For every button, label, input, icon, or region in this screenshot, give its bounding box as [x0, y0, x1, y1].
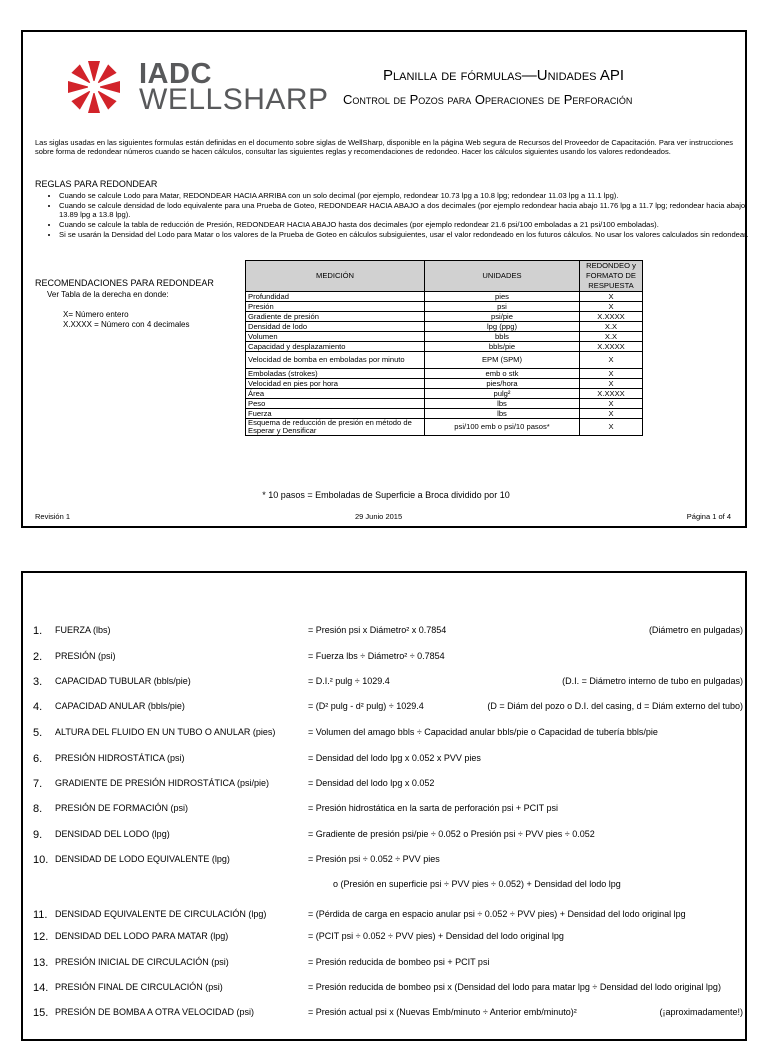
formula-equation: = (Pérdida de carga en espacio anular psi ÷ 0.052 ÷ PVV pies) + Densidad del lodo original lpg [308, 909, 686, 919]
cell-unidades: bbls [425, 332, 580, 342]
cell-medicion: Volumen [246, 332, 425, 342]
recs-line-integer: X= Número entero [63, 310, 129, 319]
rules-heading: REGLAS PARA REDONDEAR [35, 179, 158, 189]
table-row [246, 302, 643, 312]
cell-redondeo: X.X [580, 322, 643, 332]
cell-redondeo: X [580, 352, 643, 369]
formula-note: (D = Diám del pozo o D.I. del casing, d = Diám externo del tubo) [487, 701, 743, 711]
col-header-redondeo: REDONDEO y FORMATO DE RESPUESTA [580, 261, 643, 292]
formula-name: PRESIÓN HIDROSTÁTICA (psi) [55, 753, 185, 763]
formula-row [33, 829, 743, 843]
cell-redondeo: X [580, 409, 643, 419]
formula-number: 14. [33, 982, 49, 994]
formula-equation: = Gradiente de presión psi/pie ÷ 0.052 o Presión psi ÷ PVV pies ÷ 0.052 [308, 829, 595, 839]
formula-name: DENSIDAD DEL LODO PARA MATAR (lpg) [55, 931, 229, 941]
formula-row [33, 625, 743, 639]
formula-equation: o (Presión en superficie psi ÷ PVV pies ÷ 0.052) + Densidad del lodo lpg [333, 879, 621, 889]
col-header-medicion: MEDICIÓN [246, 261, 425, 292]
formula-row [33, 651, 743, 665]
cell-unidades: pies/hora [425, 379, 580, 389]
formula-row [33, 778, 743, 792]
rule-item: • Cuando se calcule la tabla de reducción de Presión, REDONDEAR HACIA ABAJO hasta dos decimales (por ejemplo redondear 21.6 psi/100 emboladas a 21 psi/100 emboladas). [59, 221, 759, 230]
formula-row [33, 676, 743, 690]
cell-unidades: bbls/pie [425, 342, 580, 352]
cell-medicion: Emboladas (strokes) [246, 369, 425, 379]
formula-number: 9. [33, 829, 43, 841]
formula-number: 15. [33, 1007, 49, 1019]
formula-equation: = (D² pulg - d² pulg) ÷ 1029.4 [308, 701, 424, 711]
formula-row [33, 727, 743, 741]
formula-name: PRESIÓN (psi) [55, 651, 116, 661]
footnote: * 10 pasos = Emboladas de Superficie a Broca dividido por 10 [262, 490, 510, 500]
logo-mark-icon [59, 56, 129, 118]
cell-redondeo: X [580, 419, 643, 436]
table-row [246, 352, 643, 369]
logo-text-wellsharp: WELLSHARP [139, 83, 329, 116]
cell-unidades: EPM (SPM) [425, 352, 580, 369]
formula-equation: = Presión actual psi x (Nuevas Emb/minuto ÷ Anterior emb/minuto)² [308, 1007, 577, 1017]
formula-equation: = Presión reducida de bombeo psi x (Densidad del lodo para matar lpg ÷ Densidad del lodo original lpg) [308, 982, 721, 992]
formula-equation: = Presión hidrostática en la sarta de perforación psi + PCIT psi [308, 803, 558, 813]
cell-medicion: Densidad de lodo [246, 322, 425, 332]
recs-sub: Ver Tabla de la derecha en donde: [47, 290, 169, 299]
formula-equation: = (PCIT psi ÷ 0.052 ÷ PVV pies) + Densidad del lodo original lpg [308, 931, 564, 941]
page-2 [21, 571, 747, 1041]
formula-row [33, 982, 743, 996]
rule-item: • Si se usarán la Densidad del Lodo para Matar o los valores de la Prueba de Goteo en cálculos subsiguientes, usar el valor redondeado en los futuros cálculos. No usar los valores calculados sin redondear. [59, 231, 759, 240]
cell-medicion: Área [246, 389, 425, 399]
formula-note: (¡aproximadamente!) [659, 1007, 743, 1017]
col-header-unidades: UNIDADES [425, 261, 580, 292]
formula-number: 2. [33, 651, 43, 663]
cell-redondeo: X [580, 302, 643, 312]
cell-unidades: lbs [425, 399, 580, 409]
table-row [246, 312, 643, 322]
formula-name: GRADIENTE DE PRESIÓN HIDROSTÁTICA (psi/pie) [55, 778, 270, 788]
cell-medicion: Esquema de reducción de presión en método de Esperar y Densificar [246, 419, 425, 436]
formula-name: PRESIÓN DE FORMACIÓN (psi) [55, 803, 189, 813]
formula-number: 5. [33, 727, 43, 739]
page-1 [21, 30, 747, 528]
formula-name: DENSIDAD DE LODO EQUIVALENTE (lpg) [55, 854, 230, 864]
formula-note: (D.I. = Diámetro interno de tubo en pulgadas) [562, 676, 743, 686]
formula-row [33, 909, 743, 923]
formula-number: 7. [33, 778, 43, 790]
recs-heading: RECOMENDACIONES PARA REDONDEAR [35, 278, 214, 288]
cell-medicion: Presión [246, 302, 425, 312]
table-row [246, 332, 643, 342]
formula-name: DENSIDAD EQUIVALENTE DE CIRCULACIÓN (lpg) [55, 909, 267, 919]
cell-medicion: Velocidad en pies por hora [246, 379, 425, 389]
formula-row [33, 753, 743, 767]
table-row [246, 292, 643, 302]
rule-item: • Cuando se calcule Lodo para Matar, REDONDEAR HACIA ARRIBA con un solo decimal (por ejemplo, redondear 10.73 lpg a 10.8 lpg; redondear 11.03 lpg a 11.1 lpg). [59, 192, 759, 201]
formula-name: PRESIÓN DE BOMBA A OTRA VELOCIDAD (psi) [55, 1007, 255, 1017]
recs-line-decimals: X.XXXX = Número con 4 decimales [63, 320, 190, 329]
table-row [246, 379, 643, 389]
cell-redondeo: X [580, 292, 643, 302]
cell-redondeo: X [580, 369, 643, 379]
formula-equation: = Presión reducida de bombeo psi + PCIT psi [308, 957, 490, 967]
formula-equation: = Volumen del amago bbls ÷ Capacidad anular bbls/pie o Capacidad de tubería bbls/pie [308, 727, 658, 737]
footer-page: Página 1 of 4 [686, 512, 731, 521]
formula-row [33, 957, 743, 971]
formula-number: 10. [33, 854, 49, 866]
formula-name: PRESIÓN INICIAL DE CIRCULACIÓN (psi) [55, 957, 229, 967]
cell-unidades: psi/pie [425, 312, 580, 322]
table-row [246, 342, 643, 352]
cell-redondeo: X.X [580, 332, 643, 342]
cell-unidades: lpg (ppg) [425, 322, 580, 332]
table-row [246, 322, 643, 332]
formula-row [33, 931, 743, 945]
formula-row [33, 879, 743, 893]
formula-number: 6. [33, 753, 43, 765]
formula-row [33, 1007, 743, 1021]
cell-redondeo: X.XXXX [580, 342, 643, 352]
cell-medicion: Fuerza [246, 409, 425, 419]
formula-name: CAPACIDAD TUBULAR (bbls/pie) [55, 676, 191, 686]
formula-number: 3. [33, 676, 43, 688]
rules-list [35, 192, 759, 241]
formula-equation: = Densidad del lodo lpg x 0.052 [308, 778, 435, 788]
cell-redondeo: X [580, 399, 643, 409]
table-row [246, 399, 643, 409]
cell-unidades: psi [425, 302, 580, 312]
rule-item: • Cuando se calcule densidad de lodo equivalente para una Prueba de Goteo, REDONDEAR HACIA ABAJO a dos decimales (por ejemplo redondear hacia abajo 11.76 lpg a 11.7 lpg; redondear hacia abajo 13.89 lpg a 13.8 lpg). [59, 202, 759, 220]
table-row [246, 369, 643, 379]
cell-medicion: Capacidad y desplazamiento [246, 342, 425, 352]
cell-unidades: pies [425, 292, 580, 302]
cell-redondeo: X.XXXX [580, 389, 643, 399]
formula-equation: = Densidad del lodo lpg x 0.052 x PVV pies [308, 753, 481, 763]
formula-equation: = Fuerza lbs ÷ Diámetro² ÷ 0.7854 [308, 651, 445, 661]
footer-date: 29 Junio 2015 [355, 512, 403, 521]
cell-medicion: Peso [246, 399, 425, 409]
cell-medicion: Gradiente de presión [246, 312, 425, 322]
formula-name: PRESIÓN FINAL DE CIRCULACIÓN (psi) [55, 982, 223, 992]
page-title: Planilla de fórmulas—Unidades API [383, 67, 625, 84]
cell-redondeo: X.XXXX [580, 312, 643, 322]
table-row [246, 409, 643, 419]
logo-text-iadc: IADC [139, 58, 212, 90]
cell-medicion: Profundidad [246, 292, 425, 302]
formula-name: DENSIDAD DEL LODO (lpg) [55, 829, 170, 839]
formula-number: 13. [33, 957, 49, 969]
formula-note: (Diámetro en pulgadas) [648, 625, 743, 635]
footer-revision: Revisión 1 [35, 512, 71, 521]
cell-medicion: Velocidad de bomba en emboladas por minuto [246, 352, 425, 369]
formula-number: 11. [33, 909, 48, 921]
cell-unidades: pulg² [425, 389, 580, 399]
formula-number: 8. [33, 803, 43, 815]
formula-name: ALTURA DEL FLUIDO EN UN TUBO O ANULAR (pies) [55, 727, 276, 737]
formula-number: 1. [33, 625, 43, 637]
iadc-wellsharp-logo [59, 56, 329, 118]
formula-equation: = Presión psi x Diámetro² x 0.7854 [308, 625, 447, 635]
rounding-table [245, 260, 643, 436]
cell-unidades: emb o stk [425, 369, 580, 379]
page-subtitle: Control de Pozos para Operaciones de Perforación [343, 92, 633, 107]
formula-equation: = D.I.² pulg ÷ 1029.4 [308, 676, 390, 686]
cell-unidades: lbs [425, 409, 580, 419]
cell-unidades: psi/100 emb o psi/10 pasos* [425, 419, 580, 436]
table-row [246, 389, 643, 399]
formula-number: 12. [33, 931, 49, 943]
cell-redondeo: X [580, 379, 643, 389]
table-row [246, 419, 643, 436]
formula-equation: = Presión psi ÷ 0.052 ÷ PVV pies [308, 854, 440, 864]
formula-name: CAPACIDAD ANULAR (bbls/pie) [55, 701, 185, 711]
formula-number: 4. [33, 701, 43, 713]
formula-row [33, 803, 743, 817]
formula-row [33, 854, 743, 868]
formula-name: FUERZA (lbs) [55, 625, 111, 635]
formula-row [33, 701, 743, 715]
intro-paragraph: Las siglas usadas en las siguientes formulas están definidas en el documento sobre siglas de WellSharp, disponible en la página Web segura de Recursos del Proveedor de Capacitación. Para ver instrucciones sobre forma de redondear números cuando se hacen cálculos, consultar las siguientes reglas y recomendaciones de redondeo. Hacer los cálculos siguientes usando los valores redondeados. [35, 138, 734, 157]
